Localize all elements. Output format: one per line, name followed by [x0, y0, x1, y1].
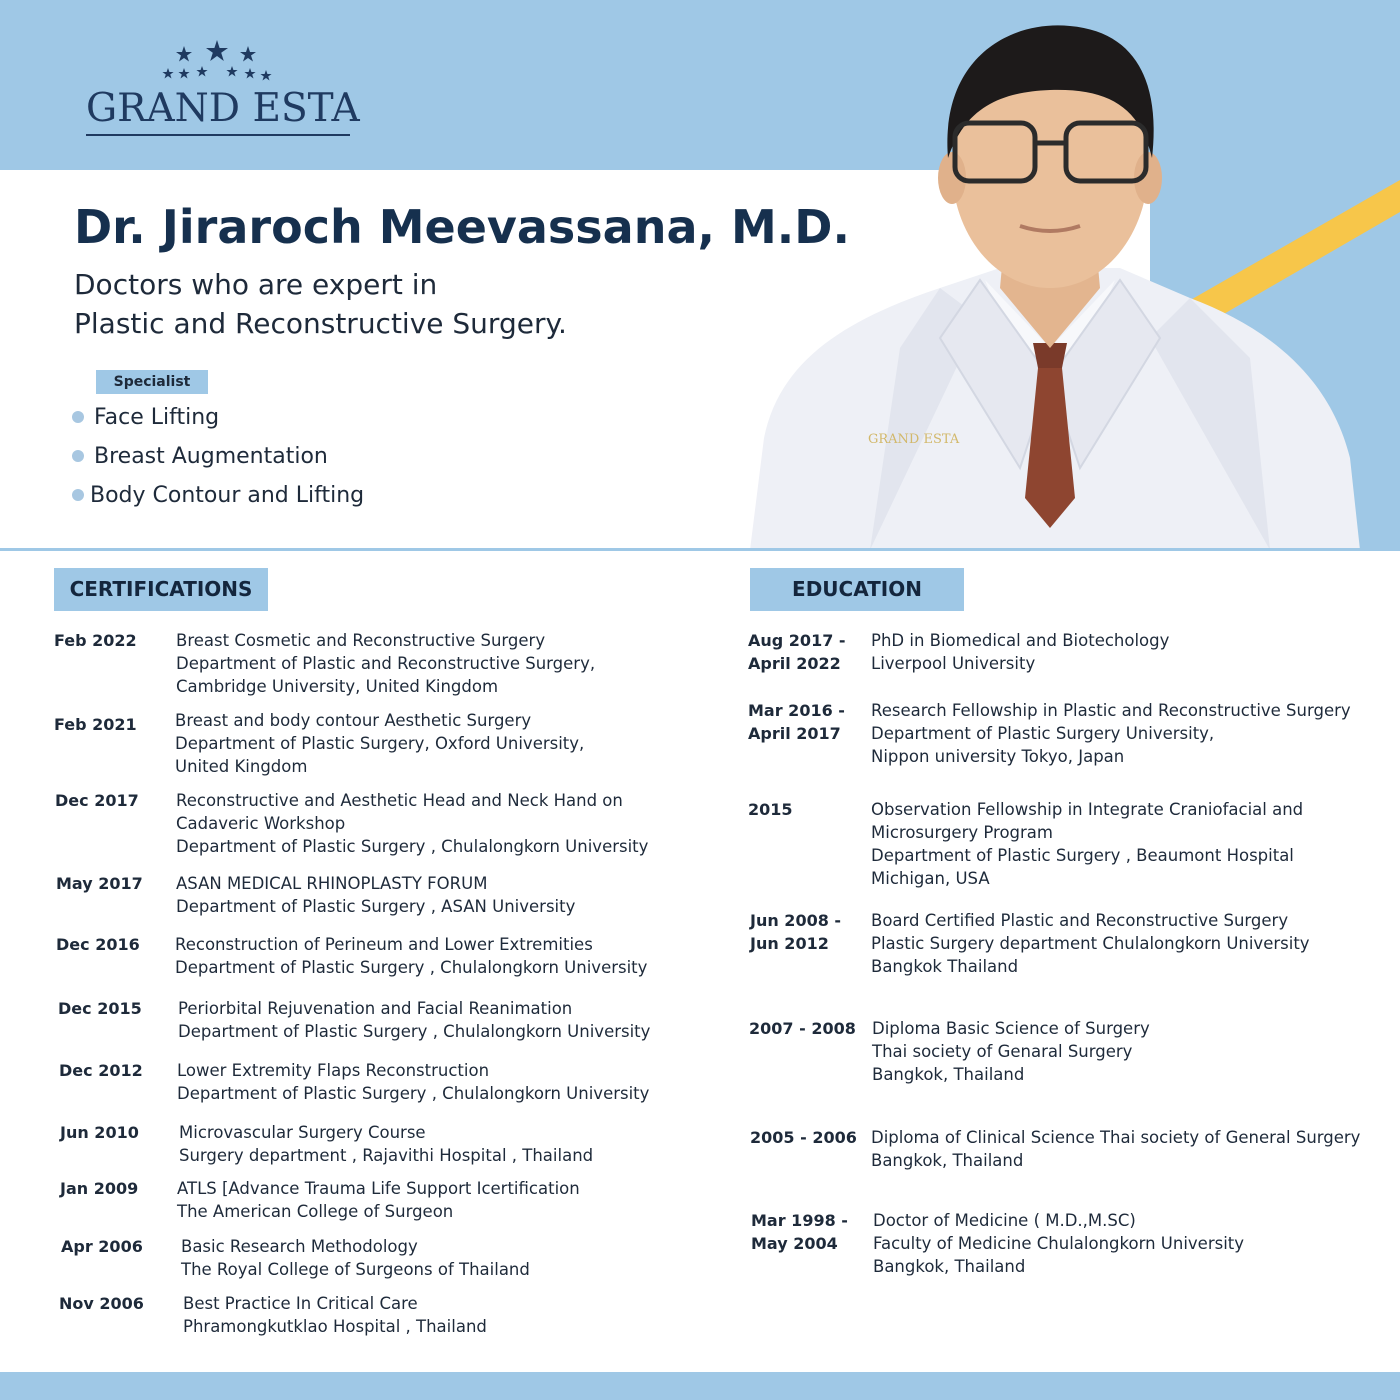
- specialist-item: [72, 402, 219, 432]
- detail-line: Reconstruction of Perineum and Lower Extremities: [175, 935, 593, 954]
- tagline-line-1: Doctors who are expert in: [74, 268, 438, 301]
- bottom-band: [0, 1372, 1400, 1400]
- detail-line: Department of Plastic Surgery University,: [871, 724, 1215, 743]
- certification-date: Dec 2016: [56, 935, 140, 954]
- education-date: [748, 629, 846, 675]
- detail-line: Department of Plastic Surgery , Chulalongkorn University: [176, 837, 649, 856]
- detail-line: Nippon university Tokyo, Japan: [871, 747, 1125, 766]
- bullet-icon: [72, 489, 84, 501]
- detail-line: Breast and body contour Aesthetic Surgery: [175, 711, 532, 730]
- education-date: [750, 909, 841, 955]
- specialist-item-label: Face Lifting: [94, 404, 220, 430]
- logo-underline: [86, 134, 350, 136]
- bullet-icon: [72, 450, 84, 462]
- education-date: [748, 699, 845, 745]
- detail-line: PhD in Biomedical and Biotechology: [871, 631, 1170, 650]
- date-start: 2015: [748, 800, 793, 819]
- detail-line: The Royal College of Surgeons of Thailand: [181, 1260, 530, 1279]
- detail-line: Bangkok, Thailand: [873, 1257, 1026, 1276]
- specialist-item-label: Breast Augmentation: [94, 443, 328, 469]
- detail-line: Department of Plastic Surgery , Beaumont Hospital: [871, 846, 1294, 865]
- certification-date: May 2017: [56, 874, 143, 893]
- education-date: [750, 1126, 857, 1149]
- certification-details: [183, 1292, 487, 1338]
- education-details: [873, 1209, 1244, 1278]
- specialist-item: [72, 441, 328, 471]
- doctor-name: Dr. Jiraroch Meevassana, M.D.: [74, 200, 850, 254]
- detail-line: Observation Fellowship in Integrate Craniofacial and: [871, 800, 1304, 819]
- section-divider: [0, 548, 1400, 551]
- date-start: Mar 2016 -: [748, 701, 845, 720]
- brand-name: GRAND ESTA: [86, 86, 360, 131]
- date-start: Aug 2017 -: [748, 631, 846, 650]
- detail-line: The American College of Surgeon: [177, 1202, 454, 1221]
- detail-line: Periorbital Rejuvenation and Facial Reanimation: [178, 999, 573, 1018]
- education-date: [749, 1017, 856, 1040]
- detail-line: Faculty of Medicine Chulalongkorn University: [873, 1234, 1245, 1253]
- detail-line: ASAN MEDICAL RHINOPLASTY FORUM: [176, 874, 488, 893]
- detail-line: Research Fellowship in Plastic and Reconstructive Surgery: [871, 701, 1351, 720]
- education-details: [871, 629, 1169, 675]
- education-details: [871, 798, 1303, 890]
- education-details: [872, 1017, 1150, 1086]
- detail-line: Doctor of Medicine ( M.D.,M.SC): [873, 1211, 1136, 1230]
- specialist-item-label: Body Contour and Lifting: [90, 482, 365, 508]
- certification-details: [175, 933, 647, 979]
- detail-line: Department of Plastic and Reconstructive Surgery,: [176, 654, 596, 673]
- date-start: 2005 - 2006: [750, 1128, 857, 1147]
- certification-details: [177, 1059, 649, 1105]
- detail-line: Department of Plastic Surgery , ASAN University: [176, 897, 576, 916]
- detail-line: Bangkok, Thailand: [872, 1065, 1025, 1084]
- detail-line: Department of Plastic Surgery , Chulalongkorn University: [177, 1084, 650, 1103]
- detail-line: Michigan, USA: [871, 869, 990, 888]
- certification-date: Feb 2021: [54, 715, 137, 734]
- detail-line: Cambridge University, United Kingdom: [176, 677, 499, 696]
- education-date: [748, 798, 793, 821]
- detail-line: Microsurgery Program: [871, 823, 1053, 842]
- tagline-line-2: Plastic and Reconstructive Surgery.: [74, 307, 567, 340]
- detail-line: Diploma Basic Science of Surgery: [872, 1019, 1150, 1038]
- education-header: EDUCATION: [750, 568, 964, 611]
- detail-line: Liverpool University: [871, 654, 1036, 673]
- detail-line: Phramongkutklao Hospital , Thailand: [183, 1317, 487, 1336]
- date-start: Mar 1998 -: [751, 1211, 848, 1230]
- certification-date: Dec 2012: [59, 1061, 143, 1080]
- certification-details: [176, 789, 648, 858]
- detail-line: Department of Plastic Surgery , Chulalongkorn University: [178, 1022, 651, 1041]
- bullet-icon: [72, 411, 84, 423]
- certifications-header: CERTIFICATIONS: [54, 568, 268, 611]
- date-start: Jun 2008 -: [750, 911, 842, 930]
- detail-line: Lower Extremity Flaps Reconstruction: [177, 1061, 490, 1080]
- detail-line: Diploma of Clinical Science Thai society of General Surgery: [871, 1128, 1361, 1147]
- certification-details: [178, 997, 650, 1043]
- education-details: [871, 699, 1351, 768]
- certification-details: [175, 709, 584, 778]
- detail-line: Bangkok, Thailand: [871, 1151, 1024, 1170]
- detail-line: Surgery department , Rajavithi Hospital , Thailand: [179, 1146, 594, 1165]
- brand-logo: [86, 40, 360, 140]
- doctor-portrait: [750, 18, 1370, 550]
- specialist-item: [72, 480, 364, 510]
- detail-line: ATLS [Advance Trauma Life Support Icertification: [177, 1179, 580, 1198]
- detail-line: Department of Plastic Surgery , Chulalongkorn University: [175, 958, 648, 977]
- education-date: [751, 1209, 848, 1255]
- detail-line: Thai society of Genaral Surgery: [872, 1042, 1133, 1061]
- specialist-badge: Specialist: [96, 370, 208, 394]
- detail-line: Cadaveric Workshop: [176, 814, 346, 833]
- date-start: 2007 - 2008: [749, 1019, 856, 1038]
- certification-date: Jan 2009: [60, 1179, 139, 1198]
- certification-details: [177, 1177, 580, 1223]
- detail-line: Plastic Surgery department Chulalongkorn University: [871, 934, 1310, 953]
- certification-date: Dec 2017: [55, 791, 139, 810]
- detail-line: Microvascular Surgery Course: [179, 1123, 426, 1142]
- certification-details: [176, 629, 595, 698]
- stars-icon: [162, 40, 272, 86]
- detail-line: Board Certified Plastic and Reconstructive Surgery: [871, 911, 1289, 930]
- certification-date: Feb 2022: [54, 631, 137, 650]
- certification-details: [179, 1121, 593, 1167]
- certification-date: Apr 2006: [61, 1237, 143, 1256]
- detail-line: United Kingdom: [175, 757, 308, 776]
- education-details: [871, 1126, 1360, 1172]
- detail-line: Best Practice In Critical Care: [183, 1294, 418, 1313]
- detail-line: Reconstructive and Aesthetic Head and Neck Hand on: [176, 791, 623, 810]
- certification-date: Nov 2006: [59, 1294, 144, 1313]
- education-details: [871, 909, 1310, 978]
- certification-date: Jun 2010: [60, 1123, 139, 1142]
- date-end: Jun 2012: [750, 934, 829, 953]
- detail-line: Bangkok Thailand: [871, 957, 1019, 976]
- certification-details: [176, 872, 575, 918]
- date-end: April 2022: [748, 654, 841, 673]
- date-end: April 2017: [748, 724, 841, 743]
- detail-line: Basic Research Methodology: [181, 1237, 418, 1256]
- detail-line: Department of Plastic Surgery, Oxford University,: [175, 734, 585, 753]
- certification-details: [181, 1235, 530, 1281]
- detail-line: Breast Cosmetic and Reconstructive Surgery: [176, 631, 546, 650]
- certification-date: Dec 2015: [58, 999, 142, 1018]
- svg-text:GRAND ESTA: GRAND ESTA: [868, 432, 960, 447]
- date-end: May 2004: [751, 1234, 838, 1253]
